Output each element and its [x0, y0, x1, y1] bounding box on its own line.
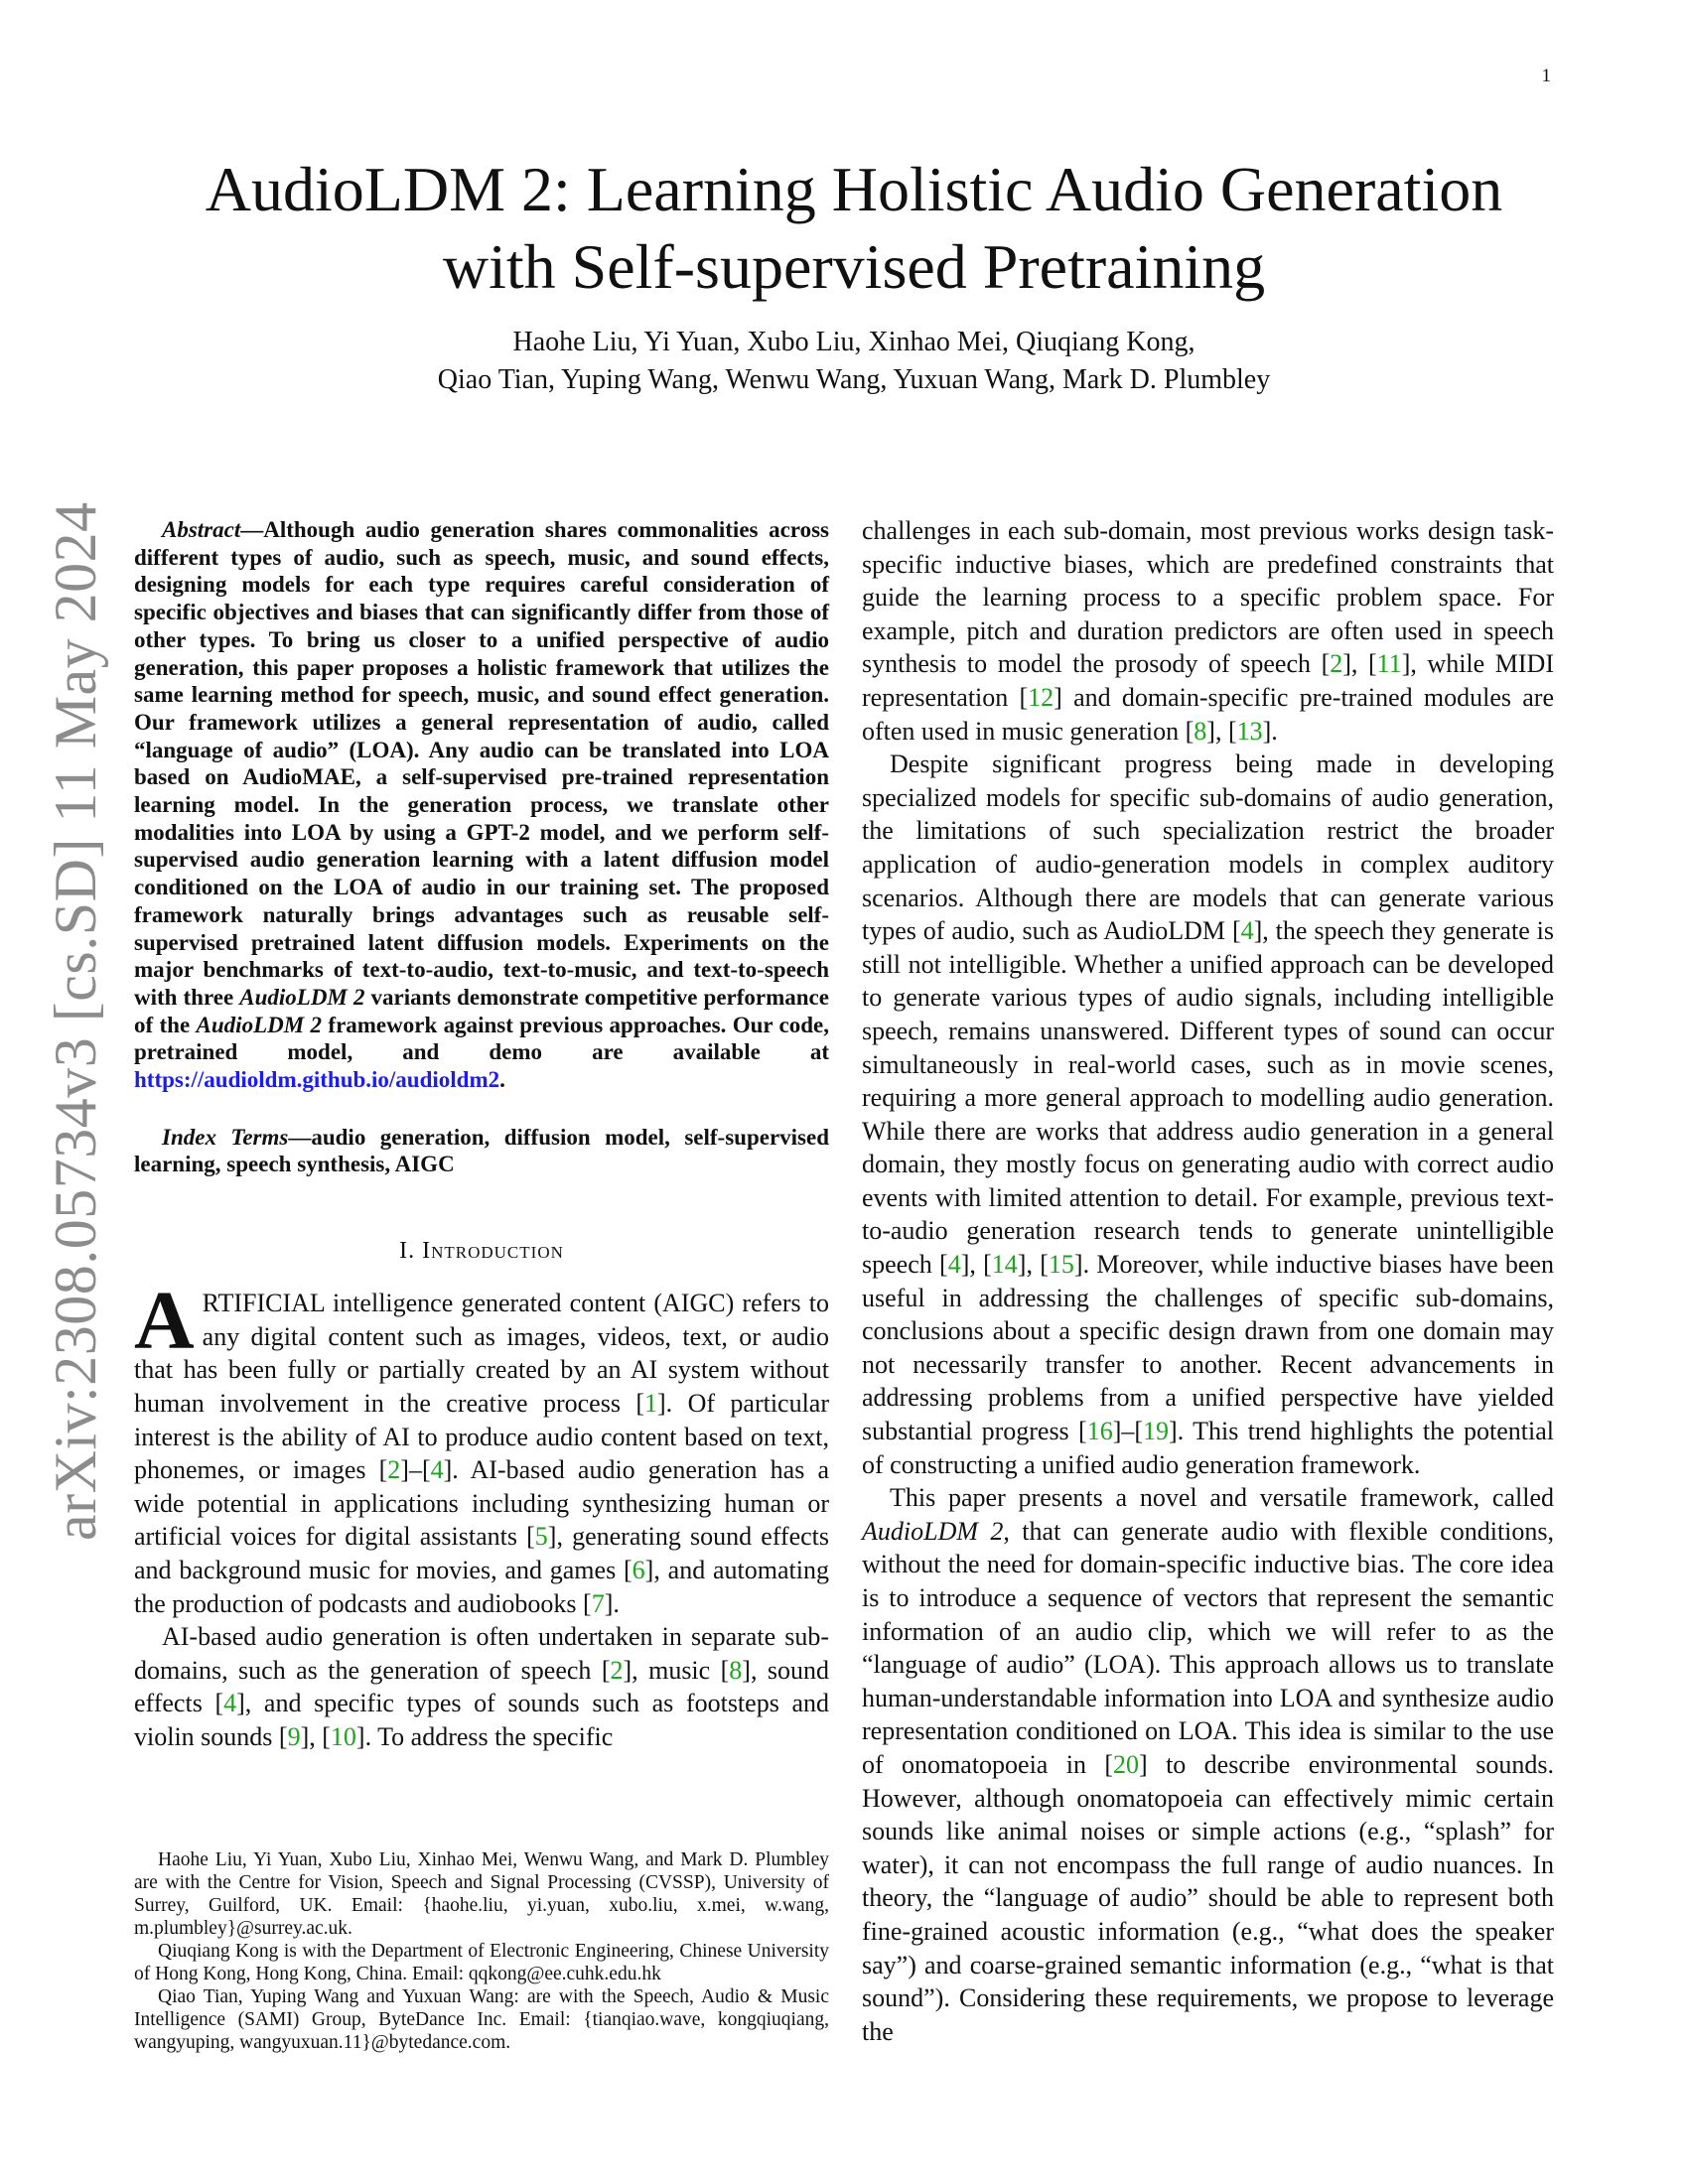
paragraph-text: ].: [1262, 716, 1278, 746]
citation-link[interactable]: 10: [330, 1721, 356, 1751]
right-column: [862, 514, 1554, 2048]
paragraph-text: ]. To address the specific: [355, 1721, 614, 1751]
citation-link[interactable]: 19: [1143, 1417, 1170, 1446]
paragraph-text: challenges in each sub-domain, most previous works design task-specific inductive biases, which are predefined constraints that guide the learning process to a specific problem space. For example, pitch and duration predictors are often used in speech synthesis to model the prosody of speech [: [862, 516, 1554, 679]
footnote-affiliation-2: Qiuqiang Kong is with the Department of Electronic Engineering, Chinese University of Hong Kong, Hong Kong, China. Email: qqkong@ee.cuhk.edu.hk: [134, 1941, 829, 1984]
citation-link[interactable]: 14: [991, 1250, 1018, 1280]
paragraph-text: ]–[: [400, 1455, 431, 1485]
author-list: [119, 324, 1589, 399]
index-terms-label: Index Terms: [162, 1124, 289, 1150]
intro-paragraph-1: [134, 1275, 830, 1620]
citation-link[interactable]: 8: [1194, 716, 1207, 746]
citation-link[interactable]: 12: [1028, 682, 1055, 712]
paragraph-text: This paper presents a novel and versatile framework, called: [890, 1483, 1554, 1513]
section-number: I.: [399, 1238, 423, 1265]
citation-link[interactable]: 16: [1086, 1417, 1113, 1446]
right-paragraph-3: [862, 1481, 1554, 2048]
paragraph-text: ], while MIDI representation [: [862, 649, 1554, 712]
citation-link[interactable]: 15: [1048, 1250, 1074, 1280]
citation-link[interactable]: 4: [947, 1250, 961, 1280]
abstract: [134, 516, 829, 1094]
abstract-text: .: [499, 1067, 505, 1093]
authors-line-2: Qiao Tian, Yuping Wang, Wenwu Wang, Yuxuan Wang, Mark D. Plumbley: [437, 364, 1271, 395]
abstract-text: —Although audio generation shares commonalities across different types of audio, such as speech, music, and sound effects, designing models for each type requires careful consideration of specific objectives and biases that can significantly differ from those of other types. To bring us closer to a unified perspective of audio generation, this paper proposes a holistic framework that utilizes the same learning method for speech, music, and sound effect generation. Our framework utilizes a general representation of audio, called “language of audio” (LOA). Any audio can be translated into LOA based on AudioMAE, a self-supervised pre-trained representation learning model. In the generation process, we translate other modalities into LOA by using a GPT-2 model, and we perform self-supervised audio generation learning with a latent diffusion model conditioned on the LOA of audio in our training set. The proposed framework naturally brings advantages such as reusable self-supervised pretrained latent diffusion models. Experiments on the major benchmarks of text-to-audio, text-to-music, and text-to-speech with three: [134, 517, 829, 1010]
paragraph-text: ], the speech they generate is still not intelligible. Whether a unified approach can be developed to generate various types of audio signals, including intelligible speech, remains unanswered. Different types of sound can occur simultaneously in real-world cases, such as in movie scenes, requiring a more general approach to modelling audio generation. While there are works that address audio generation in a general domain, they mostly focus on generating audio with correct audio events with limited attention to detail. For example, previous text-to-audio generation research tends to generate unintelligible speech [: [862, 916, 1554, 1280]
paragraph-text: ]. This trend highlights the potential of constructing a unified audio generation framework.: [862, 1417, 1554, 1479]
footnotes: [134, 1848, 829, 2054]
index-terms: [134, 1124, 829, 1178]
paragraph-text: ], generating sound effects and background music for movies, and games [: [134, 1522, 830, 1584]
paragraph-text: AI-based audio generation is often undertaken in separate sub-domains, such as the generation of speech [: [134, 1622, 829, 1685]
paragraph-text: ] to describe environmental sounds. However, although onomatopoeia can effectively mimic certain sounds like animal noises or simple actions (e.g., “splash” for water), it can not encompass the full range of audio nuances. In theory, the “language of audio” should be able to represent both fine-grained acoustic information (e.g., “what does the speaker say”) and coarse-grained semantic information (e.g., “what is that sound”). Considering these requirements, we propose to leverage the: [862, 1749, 1554, 2046]
paragraph-text: ], [: [1206, 716, 1237, 746]
left-column: [134, 516, 829, 1753]
abstract-text: framework against previous approaches. Our code, pretrained model, and demo are available at: [134, 1012, 829, 1065]
paragraph-text: ], [: [300, 1721, 331, 1751]
authors-line-1: Haohe Liu, Yi Yuan, Xubo Liu, Xinhao Mei, Qiuqiang Kong,: [512, 327, 1196, 357]
paragraph-text: ]. Moreover, while inductive biases have been useful in addressing the challenges of specific sub-domains, conclusions about a specific design drawn from one domain may not necessarily transfer to another. Recent advancements in addressing problems from a unified perspective have yielded substantial progress [: [862, 1250, 1554, 1446]
drop-cap: A: [134, 1275, 195, 1368]
citation-link[interactable]: 1: [644, 1388, 658, 1418]
paragraph-text: ]–[: [1112, 1417, 1144, 1446]
citation-link[interactable]: 20: [1113, 1749, 1140, 1779]
paragraph-text: ], [: [1342, 649, 1377, 679]
abstract-label: Abstract: [162, 517, 241, 542]
footnote-affiliation-1: Haohe Liu, Yi Yuan, Xubo Liu, Xinhao Mei, Wenwu Wang, and Mark D. Plumbley are with the Centre for Vision, Speech and Signal Processing (CVSSP), University of Surrey, Guilford, UK. Email: {haohe.liu, yi.yuan, xubo.liu, x.mei, w.wang, m.plumbley}@surrey.ac.uk.: [134, 1849, 829, 1939]
citation-link[interactable]: 5: [534, 1522, 548, 1552]
paragraph-text: ] and domain-specific pre-trained modules are often used in music generation [: [862, 682, 1554, 746]
citation-link[interactable]: 2: [1330, 649, 1343, 679]
right-paragraph-2: [862, 748, 1554, 1481]
intro-paragraph-2: [134, 1620, 829, 1753]
project-link[interactable]: https://audioldm.github.io/audioldm2: [134, 1067, 500, 1093]
paragraph-text: ], music [: [623, 1655, 730, 1685]
paragraph-text: , that can generate audio with flexible conditions, without the need for domain-specific inductive bias. The core idea is to introduce a sequence of vectors that represent the semantic information of an audio clip, which we will refer to as the “language of audio” (LOA). This approach allows us to translate human-understandable information into LOA and synthesize audio representation conditioned on LOA. This idea is similar to the use of onomatopoeia in [: [862, 1516, 1555, 1779]
citation-link[interactable]: 9: [287, 1721, 301, 1751]
model-name: AudioLDM 2: [239, 984, 365, 1010]
paragraph-text: RTIFICIAL intelligence generated content (AIGC) refers to any digital content such as images, videos, text, or audio that has been fully or partially created by an AI system without human involvement in the creative process [: [134, 1289, 829, 1418]
title-line-2: with Self-supervised Pretraining: [442, 231, 1266, 302]
paragraph-text: Despite significant progress being made in developing specialized models for specific sub-domains of audio generation, the limitations of such specialization restrict the broader application of audio-generation models in complex auditory scenarios. Although there are models that can generate various types of audio, such as AudioLDM [: [862, 750, 1554, 946]
arxiv-identifier[interactable]: arXiv:2308.05734v3 [cs.SD] 11 May 2024: [43, 501, 108, 1541]
page-number: 1: [1541, 66, 1551, 86]
citation-link[interactable]: 2: [610, 1655, 624, 1685]
abstract-text: variants demonstrate competitive performance of the: [134, 984, 829, 1037]
citation-link[interactable]: 4: [430, 1455, 444, 1485]
citation-link[interactable]: 6: [632, 1555, 645, 1584]
citation-link[interactable]: 4: [223, 1689, 237, 1718]
footnote-affiliation-3: Qiao Tian, Yuping Wang and Yuxuan Wang: are with the Speech, Audio & Music Intelligence (SAMI) Group, ByteDance Inc. Email: {tianqiao.wave, kongqiuqiang, wangyuping, wangyuxuan.11}@bytedance.com.: [134, 1986, 829, 2053]
paragraph-text: ]. Of particular interest is the ability of AI to produce audio content based on text, phonemes, or images [: [134, 1388, 830, 1485]
model-name: AudioLDM 2: [862, 1516, 1004, 1546]
title-line-1: AudioLDM 2: Learning Holistic Audio Generation: [205, 154, 1503, 224]
citation-link[interactable]: 13: [1236, 716, 1263, 746]
citation-link[interactable]: 11: [1376, 649, 1402, 679]
paragraph-text: ]. AI-based audio generation has a wide potential in applications including synthesizing human or artificial voices for digital assistants [: [134, 1455, 830, 1552]
paragraph-text: ], [: [960, 1250, 992, 1280]
paragraph-text: ], and specific types of sounds such as footsteps and violin sounds [: [134, 1689, 830, 1751]
citation-link[interactable]: 4: [1240, 916, 1254, 946]
citation-link[interactable]: 7: [591, 1588, 605, 1618]
paragraph-text: ].: [604, 1588, 620, 1618]
paragraph-text: ], [: [1017, 1250, 1049, 1280]
paragraph-text: ], and automating the production of podcasts and audiobooks [: [134, 1555, 829, 1618]
citation-link[interactable]: 8: [729, 1655, 743, 1685]
section-heading: [134, 1238, 829, 1265]
right-paragraph-1: [862, 514, 1554, 748]
index-terms-text: —audio generation, diffusion model, self-supervised learning, speech synthesis, AIGC: [134, 1124, 829, 1177]
citation-link[interactable]: 2: [387, 1455, 401, 1485]
model-name: AudioLDM 2: [196, 1012, 323, 1037]
paper-title: [119, 151, 1589, 306]
section-title: Introduction: [422, 1238, 564, 1265]
paragraph-text: ], sound effects [: [134, 1655, 830, 1718]
